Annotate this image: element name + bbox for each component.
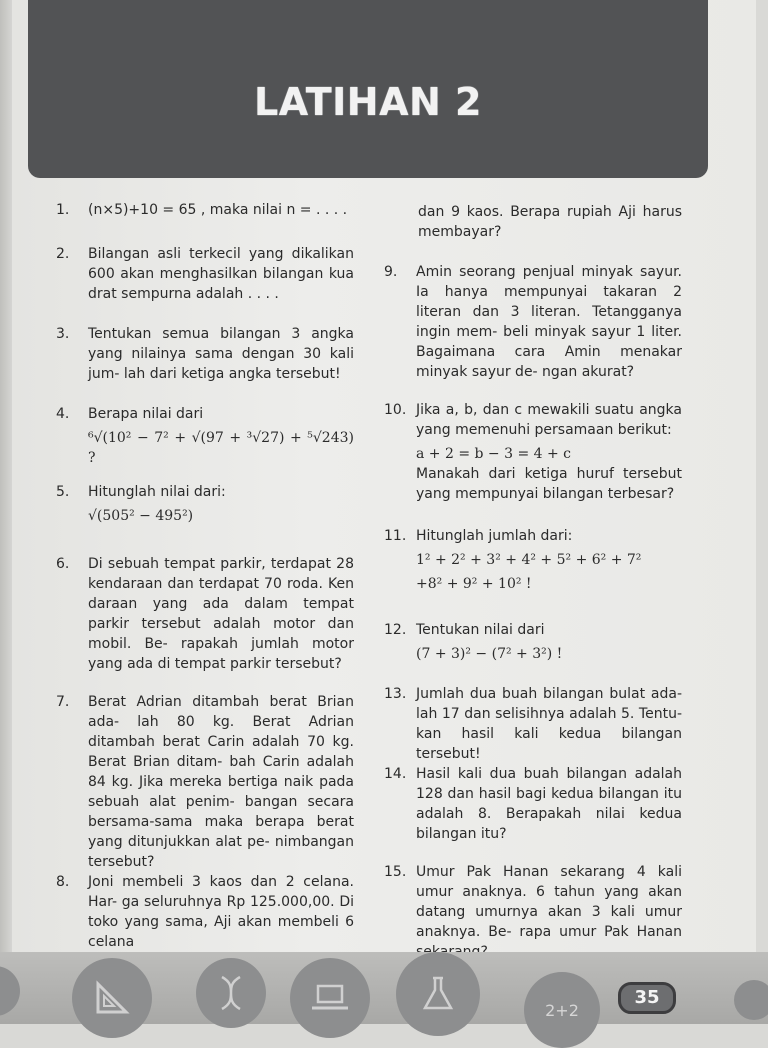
exercise-formula: ⁶√(10² − 7² + √(97 + ³√27) + ⁵√243) ?: [88, 430, 354, 466]
exercise-text: Bilangan asli terkecil yang dikalikan 600 akan menghasilkan bilangan kua drat sempurna adalah . . . .: [88, 246, 354, 302]
exercise-number: 10.: [384, 402, 407, 418]
exercise-number: 15.: [384, 864, 407, 880]
exercise-number: 3.: [56, 326, 70, 342]
exercise-number: 2.: [56, 246, 70, 262]
exercise-prompt: Tentukan nilai dari: [416, 622, 545, 638]
exercise-number: 5.: [56, 484, 70, 500]
exercise-text: [416, 620, 682, 664]
exercise-number: 7.: [56, 694, 70, 710]
exercise-number: 4.: [56, 406, 70, 422]
exercise-prompt-2: Manakah dari ketiga huruf tersebut yang mempunyai bilangan terbesar?: [416, 466, 682, 502]
exercise-formula: a + 2 = b − 3 = 4 + c: [416, 446, 572, 462]
exercise-text: [416, 526, 682, 594]
exercise-text: (n×5)+10 = 65 , maka nilai n = . . . .: [88, 202, 348, 218]
exercise-text: dan 9 kaos. Berapa rupiah Aji harus membayar?: [418, 204, 682, 240]
exercise-number: 12.: [384, 622, 407, 638]
exercise-text: Hasil kali dua buah bilangan adalah 128 dan hasil bagi kedua bilangan itu adalah 8. Berapakah nilai kedua bilangan itu?: [416, 766, 682, 842]
triangle-ruler-icon: [72, 958, 152, 1038]
exercise-number: 8.: [56, 874, 70, 890]
exercise-text: Amin seorang penjual minyak sayur. Ia hanya mempunyai takaran 2 literan dan 3 literan. Tetangganya ingin mem- beli minyak sayur 1 liter. Bagaimana cara Amin menakar minyak sayur de- ngan akurat?: [416, 264, 682, 380]
exercise-text: Jumlah dua buah bilangan bulat ada- lah 17 dan selisihnya adalah 5. Tentu- kan hasil kali kedua bilangan tersebut!: [416, 686, 682, 762]
exercise-prompt: Hitunglah nilai dari:: [88, 484, 226, 500]
exercise-number: 1.: [56, 202, 70, 218]
laptop-icon: [290, 958, 370, 1038]
exercise-prompt: Jika a, b, dan c mewakili suatu angka yang memenuhi persamaan berikut:: [416, 402, 682, 438]
exercise-formula: (7 + 3)² − (7² + 3²) !: [416, 646, 563, 662]
exercise-number: 6.: [56, 556, 70, 572]
exercise-text: Tentukan semua bilangan 3 angka yang nilainya sama dengan 30 kali jum- lah dari ketiga angka tersebut!: [88, 326, 354, 382]
exercise-text: Berat Adrian ditambah berat Brian ada- lah 80 kg. Berat Adrian ditambah berat Carin adalah 70 kg. Berat Brian ditam- bah Carin adalah 84 kg. Jika mereka bertiga naik pada sebuah alat penim- bangan secara bersama-sama maka berapa berat yang ditunjukkan alat pe- nimbangan tersebut?: [88, 694, 354, 870]
exercise-text: Joni membeli 3 kaos dan 2 celana. Har- ga seluruhnya Rp 125.000,00. Di toko yang sama, Aji akan membeli 6 celana: [88, 874, 354, 950]
exercise-text: [416, 400, 682, 504]
dna-icon: [196, 958, 266, 1028]
exercise-text: [88, 482, 354, 526]
exercise-prompt: Berapa nilai dari: [88, 406, 204, 422]
exercise-text: Di sebuah tempat parkir, terdapat 28 kendaraan dan terdapat 70 roda. Ken daraan yang ada dalam tempat parkir tersebut adalah motor dan mobil. Be- rapakah jumlah motor yang ada di tempat parkir tersebut?: [88, 556, 354, 672]
header-band: [28, 0, 708, 178]
exercise-formula-2: +8² + 9² + 10² !: [416, 576, 532, 592]
exercise-number: 13.: [384, 686, 407, 702]
math-icon-label: 2+2: [545, 1000, 579, 1020]
page-title: LATIHAN 2: [254, 80, 482, 124]
math-icon: [524, 972, 600, 1048]
exercise-text: [88, 404, 354, 468]
exercise-text: Umur Pak Hanan sekarang 4 kali umur anaknya. 6 tahun yang akan datang umurnya akan 3 kali umur anaknya. Be- rapa umur Pak Hanan: [416, 864, 682, 940]
exercise-number: 14.: [384, 766, 407, 782]
page-number-badge: 35: [618, 982, 676, 1014]
exercise-formula: 1² + 2² + 3² + 4² + 5² + 6² + 7²: [416, 552, 642, 568]
flask-icon: [396, 952, 480, 1036]
exercise-number: 9.: [384, 264, 398, 280]
exercise-formula: √(505² − 495²): [88, 508, 194, 524]
exercise-prompt: Hitunglah jumlah dari:: [416, 528, 573, 544]
footer-circle-partial-right-icon: [734, 980, 768, 1020]
exercise-number: 11.: [384, 528, 407, 544]
